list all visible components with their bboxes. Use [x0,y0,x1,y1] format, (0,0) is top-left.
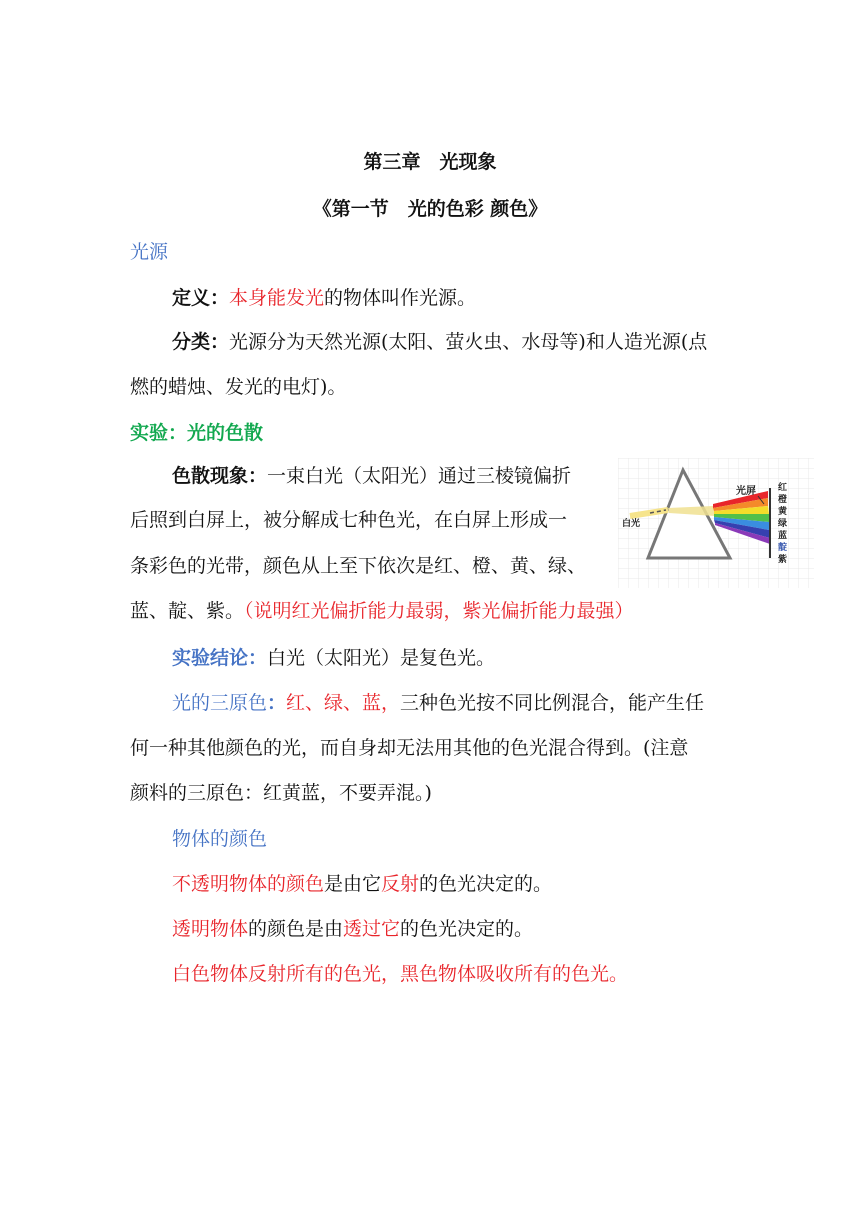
conclusion-line [172,645,495,671]
transparent-end: 的色光决定的。 [400,918,534,940]
primary-colors-label: 光的三原色 [172,692,268,714]
opaque-mid: 是由它 [324,873,382,895]
prism-diagram [618,458,814,588]
color-label-violet: 紫 [778,555,788,565]
transparent-highlight: 透明物体 [172,918,249,940]
screen-label: 光屏 [736,486,756,497]
opaque-highlight: 不透明物体的颜色 [172,873,325,895]
prism-dispersion-figure [618,458,814,588]
opaque-object-line [172,871,552,897]
dispersion-line-3: 条彩色的光带，颜色从上至下依次是红、橙、黄、绿、 [130,555,587,577]
opaque-end: 的色光决定的。 [419,873,553,895]
primary-colors-list: 红、绿、蓝， [286,692,401,714]
definition-highlight: 本身能发光 [229,287,325,309]
transparent-mid: 的颜色是由 [248,918,344,940]
primary-colors-colon: ： [267,692,287,714]
dispersion-line-2: 后照到白屏上，被分解成七种色光，在白屏上形成一 [130,509,568,531]
definition-rest: 的物体叫作光源。 [324,287,477,309]
light-source-heading: 光源 [130,241,169,263]
color-label-indigo: 靛 [778,543,788,553]
opaque-reflect: 反射 [381,873,420,895]
primary-colors-line-3: 颜料的三原色：红黄蓝，不要弄混。) [130,782,432,804]
dispersion-line-4 [130,598,634,624]
chapter-title: 第三章 光现象 [363,151,497,173]
dispersion-line-1 [172,463,571,489]
classification-text-1: 光源分为天然光源(太阳、萤火虫、水母等)和人造光源(点 [229,331,708,353]
dispersion-text-4: 蓝、靛、紫。 [130,600,245,622]
color-label-green: 绿 [778,519,788,529]
section-title: 《第一节 光的色彩 颜色》 [312,198,548,220]
dispersion-text-1: 一束白光（太阳光）通过三棱镜偏折 [267,465,572,487]
color-label-orange: 橙 [778,495,788,505]
dispersion-label: 色散现象： [172,465,268,487]
transparent-through: 透过它 [343,918,401,940]
color-label-blue: 蓝 [778,531,788,541]
transparent-object-line [172,916,533,942]
classification-line-1 [172,329,707,355]
dispersion-note: （说明红光偏折能力最弱，紫光偏折能力最强） [244,600,634,622]
conclusion-label: 实验结论： [172,647,268,669]
primary-colors-line-2: 何一种其他颜色的光，而自身却无法用其他的色光混合得到。(注意 [130,737,689,759]
color-label-yellow: 黄 [778,507,788,517]
object-color-heading: 物体的颜色 [172,828,268,850]
color-summary-line: 白色物体反射所有的色光，黑色物体吸收所有的色光。 [172,963,629,985]
classification-line-2: 燃的蜡烛、发光的电灯)。 [130,376,347,398]
classification-label: 分类： [172,331,230,353]
definition-label: 定义： [172,287,230,309]
white-light-label: 白光 [622,519,641,529]
definition-line [172,285,476,311]
primary-colors-line-1 [172,690,704,716]
experiment-heading: 实验：光的色散 [130,422,264,444]
color-label-red: 红 [778,483,788,493]
conclusion-text: 白光（太阳光）是复色光。 [267,647,496,669]
primary-colors-text-1: 三种色光按不同比例混合，能产生任 [400,692,705,714]
